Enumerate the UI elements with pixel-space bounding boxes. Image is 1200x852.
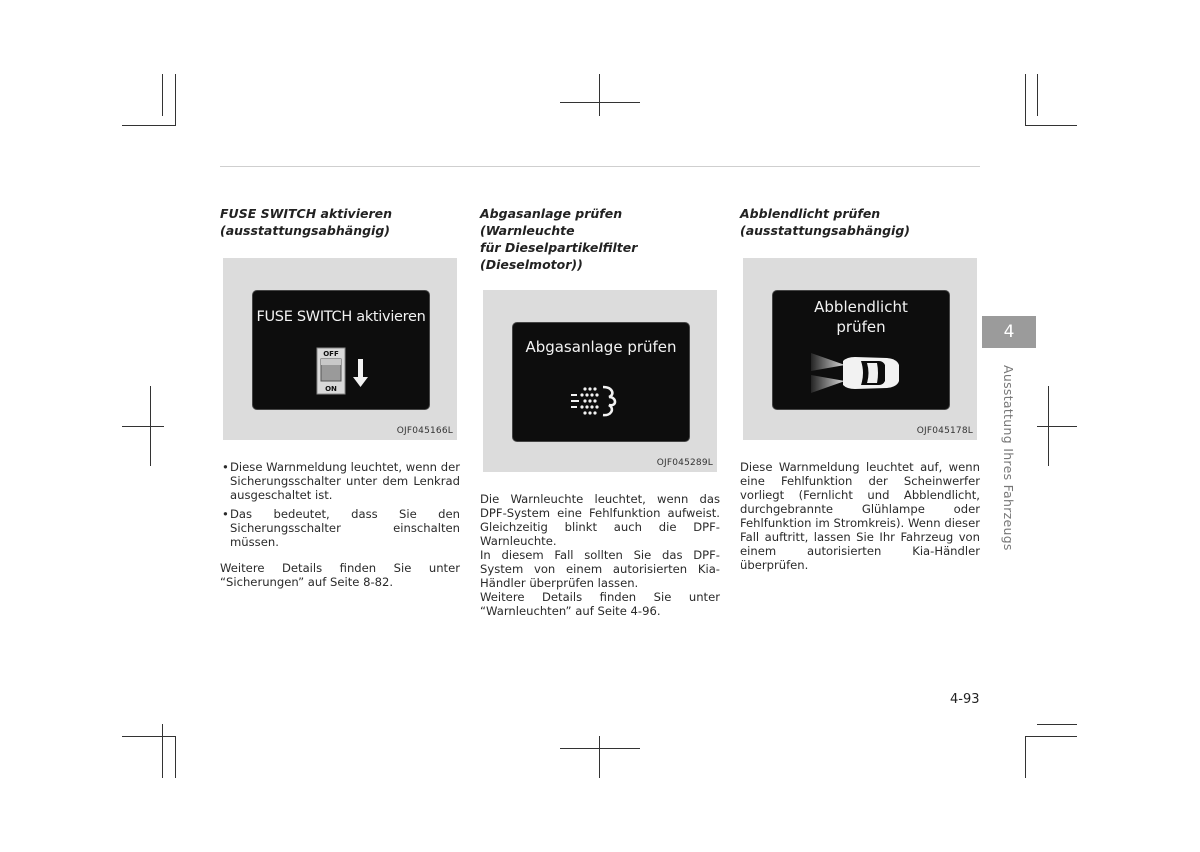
dpf-warning-icon (569, 383, 633, 419)
figure-exhaust-check (483, 290, 717, 472)
crop-mark (162, 74, 163, 116)
crop-mark (150, 386, 151, 466)
switch-on-label: ON (325, 385, 337, 393)
crop-mark (175, 736, 176, 778)
page-number: 4-93 (950, 692, 980, 707)
figure-low-beam-check (743, 258, 977, 440)
section-heading: FUSE SWITCH aktivieren (ausstattungsabhängig) (220, 206, 392, 238)
section-body (740, 460, 980, 572)
crop-mark (1037, 74, 1038, 116)
header-rule (220, 166, 980, 167)
crop-mark (1025, 125, 1077, 126)
bullet-list (220, 460, 460, 549)
crop-mark (122, 426, 164, 427)
display-message: Abblendlicht prüfen (814, 298, 908, 336)
crop-mark (1025, 736, 1077, 737)
crop-mark (599, 736, 600, 778)
cluster-display (772, 290, 950, 410)
crop-mark (122, 736, 176, 737)
section-heading: Abblendlicht prüfen (ausstattungsabhängig) (740, 206, 910, 238)
headlight-car-icon (807, 351, 907, 395)
crop-mark (1037, 724, 1077, 725)
section-low-beam-check (740, 205, 980, 572)
crop-mark (1025, 736, 1026, 778)
crop-mark (162, 724, 163, 778)
list-item: • Diese Warnmeldung leuchtet, wenn der Sicherungsschalter unter dem Lenkrad ausgeschaltet ist. (220, 460, 460, 502)
paragraph: In diesem Fall sollten Sie das DPF-System von einem autorisierten Kia-Händler überprüfen lassen. (480, 548, 720, 590)
section-body (480, 492, 720, 618)
fuse-switch-icon (311, 347, 381, 397)
display-message: Abgasanlage prüfen (525, 338, 677, 356)
cluster-display (252, 290, 430, 410)
crop-mark (560, 102, 640, 103)
section-fuse-switch (220, 205, 460, 589)
crop-mark (1048, 386, 1049, 466)
figure-code: OJF045289L (656, 458, 713, 468)
display-message: FUSE SWITCH aktivieren (256, 309, 426, 325)
crop-mark (560, 748, 640, 749)
figure-fuse-switch (223, 258, 457, 440)
crop-mark (1037, 426, 1077, 427)
paragraph: Weitere Details finden Sie unter “Sicherungen” auf Seite 8-82. (220, 561, 460, 589)
figure-code: OJF045166L (396, 426, 453, 436)
crop-mark (122, 125, 176, 126)
crop-mark (599, 74, 600, 116)
cluster-display (512, 322, 690, 442)
section-body (220, 460, 460, 589)
chapter-title: Ausstattung Ihres Fahrzeugs (1001, 365, 1016, 551)
paragraph: Weitere Details finden Sie unter “Warnleuchten” auf Seite 4-96. (480, 590, 720, 618)
list-item: • Das bedeutet, dass Sie den Sicherungsschalter einschalten müssen. (220, 507, 460, 549)
paragraph: Diese Warnmeldung leuchtet auf, wenn eine Fehlfunktion der Scheinwerfer vorliegt (Fernlicht und Abblendlicht, durchgebrannte Glühlampe oder Fehlfunktion im Stromkreis). Wenn dieser Fall auftritt, lassen Sie Ihr Fahrzeug von einem autorisierten Kia-Händler überprüfen. (740, 460, 980, 572)
chapter-number-tab: 4 (982, 316, 1036, 348)
section-heading: Abgasanlage prüfen (Warnleuchte für Dieselpartikelfilter (Dieselmotor)) (480, 206, 638, 272)
switch-off-label: OFF (323, 350, 339, 358)
crop-mark (1025, 74, 1026, 126)
crop-mark (175, 74, 176, 126)
paragraph: Die Warnleuchte leuchtet, wenn das DPF-System eine Fehlfunktion aufweist. Gleichzeitig blinkt auch die DPF-Warnleuchte. (480, 492, 720, 548)
section-exhaust-check (480, 205, 720, 618)
figure-code: OJF045178L (916, 426, 973, 436)
